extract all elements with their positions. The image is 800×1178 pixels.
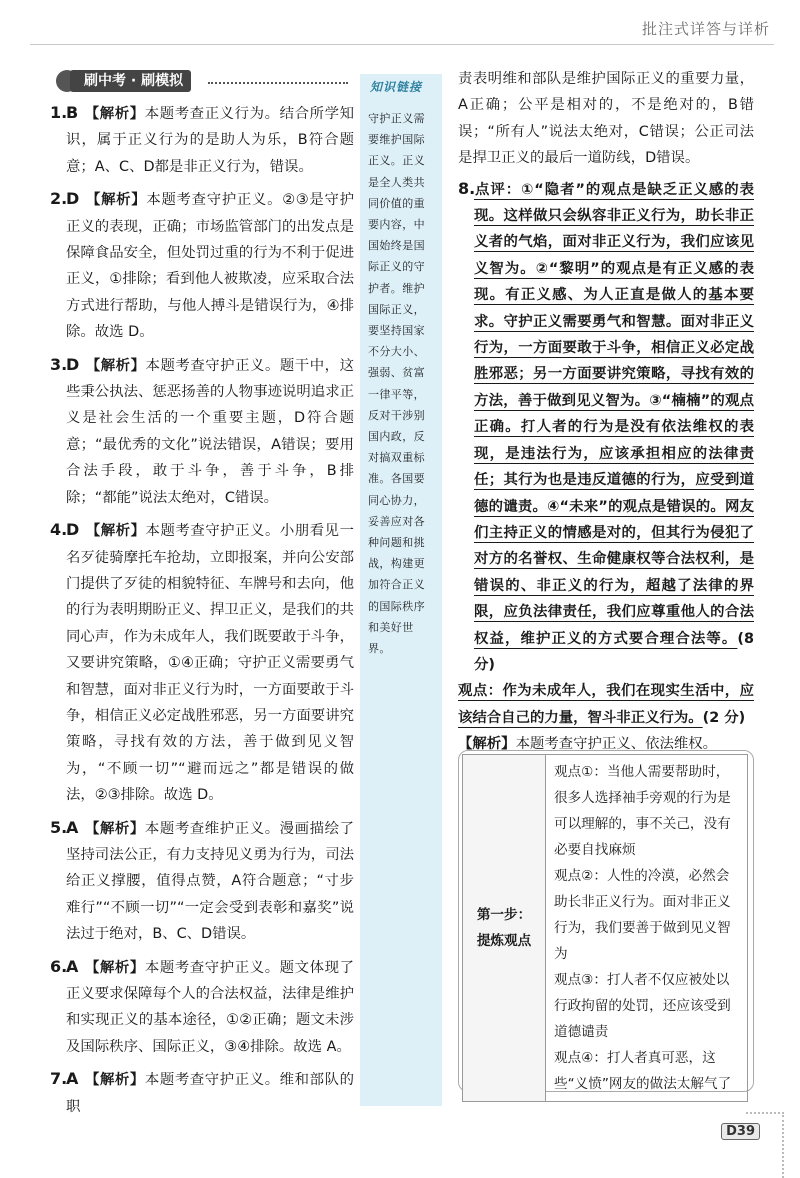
- section-banner: [48, 70, 348, 94]
- header-title: 批注式详答与详析: [641, 20, 770, 38]
- viewpoint-item: 观点①：当他人需要帮助时，很多人选择袖手旁观的行为是可以理解的，事不关己，没有必要自找麻烦: [554, 764, 731, 858]
- question-number: 6.: [50, 956, 68, 976]
- question-2: [50, 186, 354, 345]
- answer-letter: A: [66, 817, 79, 837]
- sidebar-title: 知识链接: [370, 80, 423, 94]
- question-7: [50, 1066, 354, 1120]
- answer-letter: D: [66, 354, 80, 374]
- analysis-text: 本题考查守护正义。题文体现了正义要求保障每个人的合法权益，法律是维护和实现正义的基本途径，①②正确；题文未涉及国际秩序、国际正义，③④排除。故选 A。: [66, 959, 354, 1055]
- analysis-text: 本题考查守护正义。小朋看见一名歹徒骑摩托车抢劫，立即报案，并向公安部门提供了歹徒的相貌特征、车牌号和去向，他的行为表明期盼正义、捍卫正义，是我们的共同心声，作为未成年人，我们既要敢于斗争，又要讲究策略，①④正确；守护正义需要勇气和智慧，面对非正义行为时，一方面要敢于斗争，相信正义必定战胜邪恶，另一方面要讲究策略，寻找有效的方法，善于做到见义智为，“不顾一切”“避而远之”都是错误的做法，②③排除。故选 D。: [66, 523, 354, 804]
- question-number: 4.: [50, 520, 68, 540]
- question-number: 2.: [50, 189, 68, 209]
- analysis-text: 本题考查正义行为。结合所学知识，属于正义行为的是助人为乐，B符合题意；A、C、D都是非正义行为，错误。: [66, 106, 354, 175]
- question-1: [50, 100, 354, 180]
- analysis-tag: 【解析】: [85, 192, 147, 209]
- answer-letter: D: [66, 189, 80, 209]
- question-number: 7.: [50, 1069, 68, 1089]
- viewpoint-text: 观点：作为未成年人，我们在现实生活中，应该结合自己的力量，智斗非正义行为。: [458, 683, 754, 726]
- banner-label: 刷中考 · 刷模拟: [70, 70, 191, 92]
- question-5: [50, 815, 354, 948]
- question-4: [50, 517, 354, 808]
- corner-dots-h: [746, 1112, 784, 1114]
- step-label-line-1: 第一步：: [476, 907, 532, 923]
- question-8: [458, 176, 754, 758]
- answer-letter: A: [66, 956, 79, 976]
- analysis-text: 本题考查守护正义。②③是守护正义的表现，正确；市场监管部门的出发点是保障食品安全，但处罚过重的行为不利于促进正义，①排除；看到他人被欺凌，应采取合法方式进行帮助，与他人搏斗是错误行为，④排除。故选 D。: [66, 192, 354, 341]
- question-number: 3.: [50, 354, 68, 374]
- step-body: [546, 755, 748, 1102]
- question-3: [50, 352, 354, 511]
- analysis-text: 本题考查维护正义。漫画描绘了坚持司法公正，有力支持见义勇为行为，司法给正义撑腰，值得点赞，A符合题意；“寸步难行”“不顾一切”“一定会受到表彰和嘉奖”说法过于绝对，B、C、D错误。: [66, 820, 354, 943]
- right-column: [458, 66, 754, 764]
- comment-text: 点评：①“隐者”的观点是缺乏正义感的表现。这样做只会纵容非正义行为，助长非正义者的气焰，面对非正义行为，我们应该见义智为。②“黎明”的观点是有正义感的表现。有正义感、为人正直是做人的基本要求。守护正义需要勇气和智慧。面对非正义行为，一方面要敢于斗争，相信正义必定战胜邪恶；另一方面要讲究策略，寻找有效的方法，善于做到见义智为。③“楠楠”的观点正确。打人者的行为是没有依法维权的表现，是违法行为，应该承担相应的法律责任；其行为也是违反道德的行为，应受到道德的谴责。④“未来”的观点是错误的。网友们主持正义的情感是对的，但其行为侵犯了对方的名誉权、生命健康权等合法权利，是错误的、非正义的行为，超越了法律的界限，应负法律责任，我们应尊重他人的合法权益，维护正义的方式要合理合法等。: [474, 181, 754, 647]
- step-table: [462, 754, 748, 1102]
- analysis-tag: 【解析】: [84, 106, 145, 122]
- question-6: [50, 954, 354, 1061]
- score-label: (8 分): [474, 630, 754, 673]
- answer-letter: D: [66, 520, 80, 540]
- question-number: 1.: [50, 103, 68, 122]
- analysis-tag: 【解析】: [84, 1072, 145, 1089]
- score-label: (2 分): [702, 709, 746, 726]
- viewpoint-item: 观点②：人性的冷漠，必然会助长非正义行为。面对非正义行为，我们要善于做到见义智为: [554, 868, 731, 962]
- analysis-tag: 【解析】: [84, 959, 145, 976]
- viewpoint-item: 观点③：打人者不仅应被处以行政拘留的处罚，还应该受到道德谴责: [554, 972, 731, 1040]
- step-label-line-2: 提炼观点: [476, 933, 532, 949]
- step-label: [463, 755, 546, 1102]
- analysis-text: 本题考查守护正义。题干中，这些秉公执法、惩恶扬善的人物事迹说明追求正义是社会生活的一个重要主题，D符合题意；“最优秀的文化”说法错误，A错误；要用合法手段，敢于斗争，善于斗争，B排除；“都能”说法太绝对，C错误。: [66, 357, 354, 506]
- page-number: D39: [721, 1123, 760, 1140]
- banner-dots: [208, 82, 348, 84]
- analysis-text: 本题考查守护正义。维和部队的职: [66, 1072, 354, 1115]
- viewpoint-item: 观点④：打人者真可恶，这些“义愤”网友的做法太解气了: [554, 1050, 732, 1092]
- analysis-tag: 【解析】: [85, 523, 146, 540]
- header-divider: [30, 44, 774, 45]
- analysis-text: 本题考查守护正义、依法维权。: [515, 736, 718, 753]
- question-number: 5.: [50, 817, 68, 837]
- corner-dots-v: [782, 1115, 784, 1178]
- question-7-continued: 责表明维和部队是维护国际正义的重要力量，A正确；公平是相对的，不是绝对的，B错误；“所有人”说法太绝对，C错误；公正司法是捍卫正义的最后一道防线，D错误。: [458, 71, 754, 167]
- analysis-tag: 【解析】: [85, 357, 146, 374]
- question-number: 8.: [458, 178, 476, 198]
- sidebar-text: 守护正义需要维护国际正义。正义是全人类共同价值的重要内容，中国始终是国际正义的守护者。维护国际正义，要坚持国家不分大小、强弱、贫富一律平等，反对干涉别国内政，反对搞双重标准。各国要同心协力，妥善应对各种问题和挑战，构建更加符合正义的国际秩序和美好世界。: [368, 112, 425, 656]
- answer-letter: B: [66, 103, 79, 122]
- analysis-tag: 【解析】: [84, 820, 145, 837]
- analysis-tag: 【解析】: [458, 736, 516, 753]
- knowledge-sidebar: [360, 74, 442, 1106]
- left-column: [50, 100, 354, 1126]
- answer-letter: A: [66, 1069, 79, 1089]
